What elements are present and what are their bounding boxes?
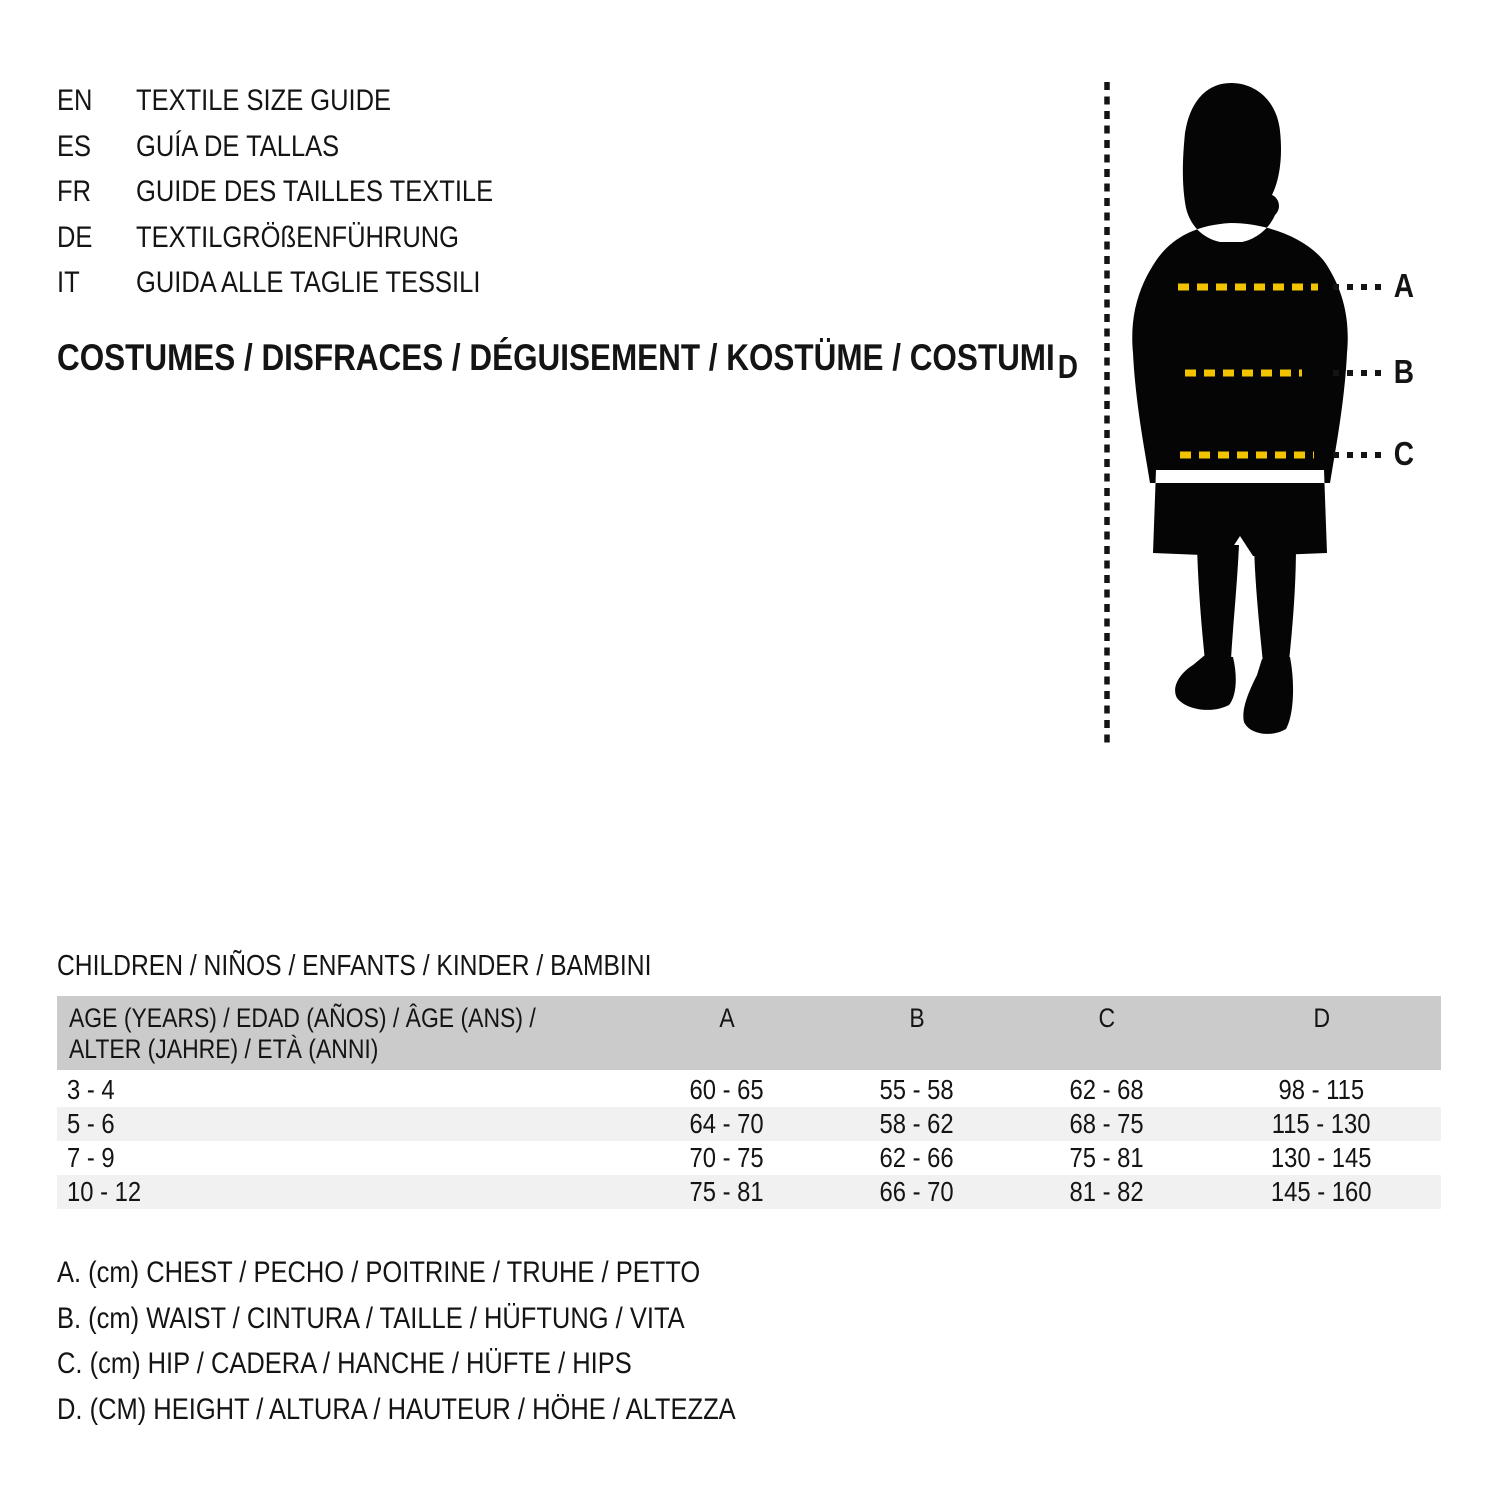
age-cell: 10 - 12 [67,1176,142,1207]
language-title-list [57,78,557,306]
language-title: TEXTILE SIZE GUIDE [136,84,392,117]
age-cell: 5 - 6 [67,1108,115,1139]
legend-line-waist: B. (cm) WAIST / CINTURA / TAILLE / HÜFTUNG / VITA [57,1301,685,1335]
column-header-c: C [1012,996,1202,1072]
language-code: ES [57,129,92,163]
language-code: FR [57,175,91,208]
hip-cell: 62 - 68 [1069,1074,1145,1105]
measurement-legend [57,1250,855,1432]
chest-cell: 70 - 75 [689,1142,765,1173]
column-header-d: D [1202,996,1441,1072]
figure-label-chest [1392,266,1416,306]
language-row-es [57,124,557,170]
waist-cell: 55 - 58 [879,1074,955,1105]
hip-cell: 68 - 75 [1069,1108,1145,1139]
legend-line-hip: C. (cm) HIP / CADERA / HANCHE / HÜFTE / HIPS [57,1347,632,1380]
age-header-line2: ALTER (JAHRE) / ETÀ (ANNI) [69,1034,379,1064]
section-heading-children [57,949,756,983]
figure-label-waist-text: B [1393,353,1415,390]
column-header-a: A [632,996,822,1072]
waist-cell: 66 - 70 [879,1176,955,1207]
language-code: EN [57,84,93,117]
language-title: TEXTILGRÖßENFÜHRUNG [136,220,460,254]
figure-label-chest-text: A [1393,267,1415,304]
age-header-line1: AGE (YEARS) / EDAD (AÑOS) / ÂGE (ANS) / [69,1003,536,1033]
height-cell: 115 - 130 [1272,1108,1371,1139]
age-column-header [57,996,632,1072]
section-heading-children-text: CHILDREN / NIÑOS / ENFANTS / KINDER / BAMBINI [57,950,652,982]
language-row-de [57,215,557,261]
height-cell: 130 - 145 [1271,1142,1372,1173]
table-header-row [57,996,1441,1072]
language-title: GUIDA ALLE TAGLIE TESSILI [136,266,481,299]
waist-cell: 62 - 66 [879,1142,955,1173]
waist-cell: 58 - 62 [879,1108,955,1139]
legend-line-height: D. (CM) HEIGHT / ALTURA / HAUTEUR / HÖHE / ALTEZZA [57,1392,736,1426]
figure-label-waist [1392,352,1416,392]
table-row [57,1107,1441,1141]
language-code: DE [57,220,93,254]
measurement-figure [1040,75,1480,765]
table-row [57,1175,1441,1209]
age-cell: 7 - 9 [67,1142,115,1173]
chest-cell: 60 - 65 [689,1074,765,1105]
column-header-b: B [822,996,1012,1072]
height-cell: 98 - 115 [1278,1074,1365,1105]
child-silhouette-icon [1132,83,1347,734]
language-row-fr [57,169,557,215]
language-title: GUÍA DE TALLAS [136,129,340,163]
hip-cell: 81 - 82 [1069,1176,1145,1207]
age-cell: 3 - 4 [67,1074,115,1105]
figure-label-height [1056,347,1080,387]
legend-line-chest: A. (cm) CHEST / PECHO / POITRINE / TRUHE / PETTO [57,1256,701,1289]
category-line-text: COSTUMES / DISFRACES / DÉGUISEMENT / KOSTÜME / COSTUMI [57,337,1055,378]
chest-cell: 64 - 70 [689,1108,765,1139]
language-row-en [57,78,557,124]
hip-cell: 75 - 81 [1069,1142,1145,1173]
chest-cell: 75 - 81 [689,1176,765,1207]
measurement-figure-graphic [1040,75,1480,765]
language-title: GUIDE DES TAILLES TEXTILE [136,175,494,208]
table-row [57,1072,1441,1108]
figure-label-hip-text: C [1393,435,1415,472]
height-cell: 145 - 160 [1271,1176,1372,1207]
table-row [57,1141,1441,1175]
size-table [57,996,1441,1209]
figure-label-height-text: D [1057,348,1079,385]
language-row-it [57,260,557,306]
language-code: IT [57,266,80,299]
figure-label-hip [1392,434,1416,474]
